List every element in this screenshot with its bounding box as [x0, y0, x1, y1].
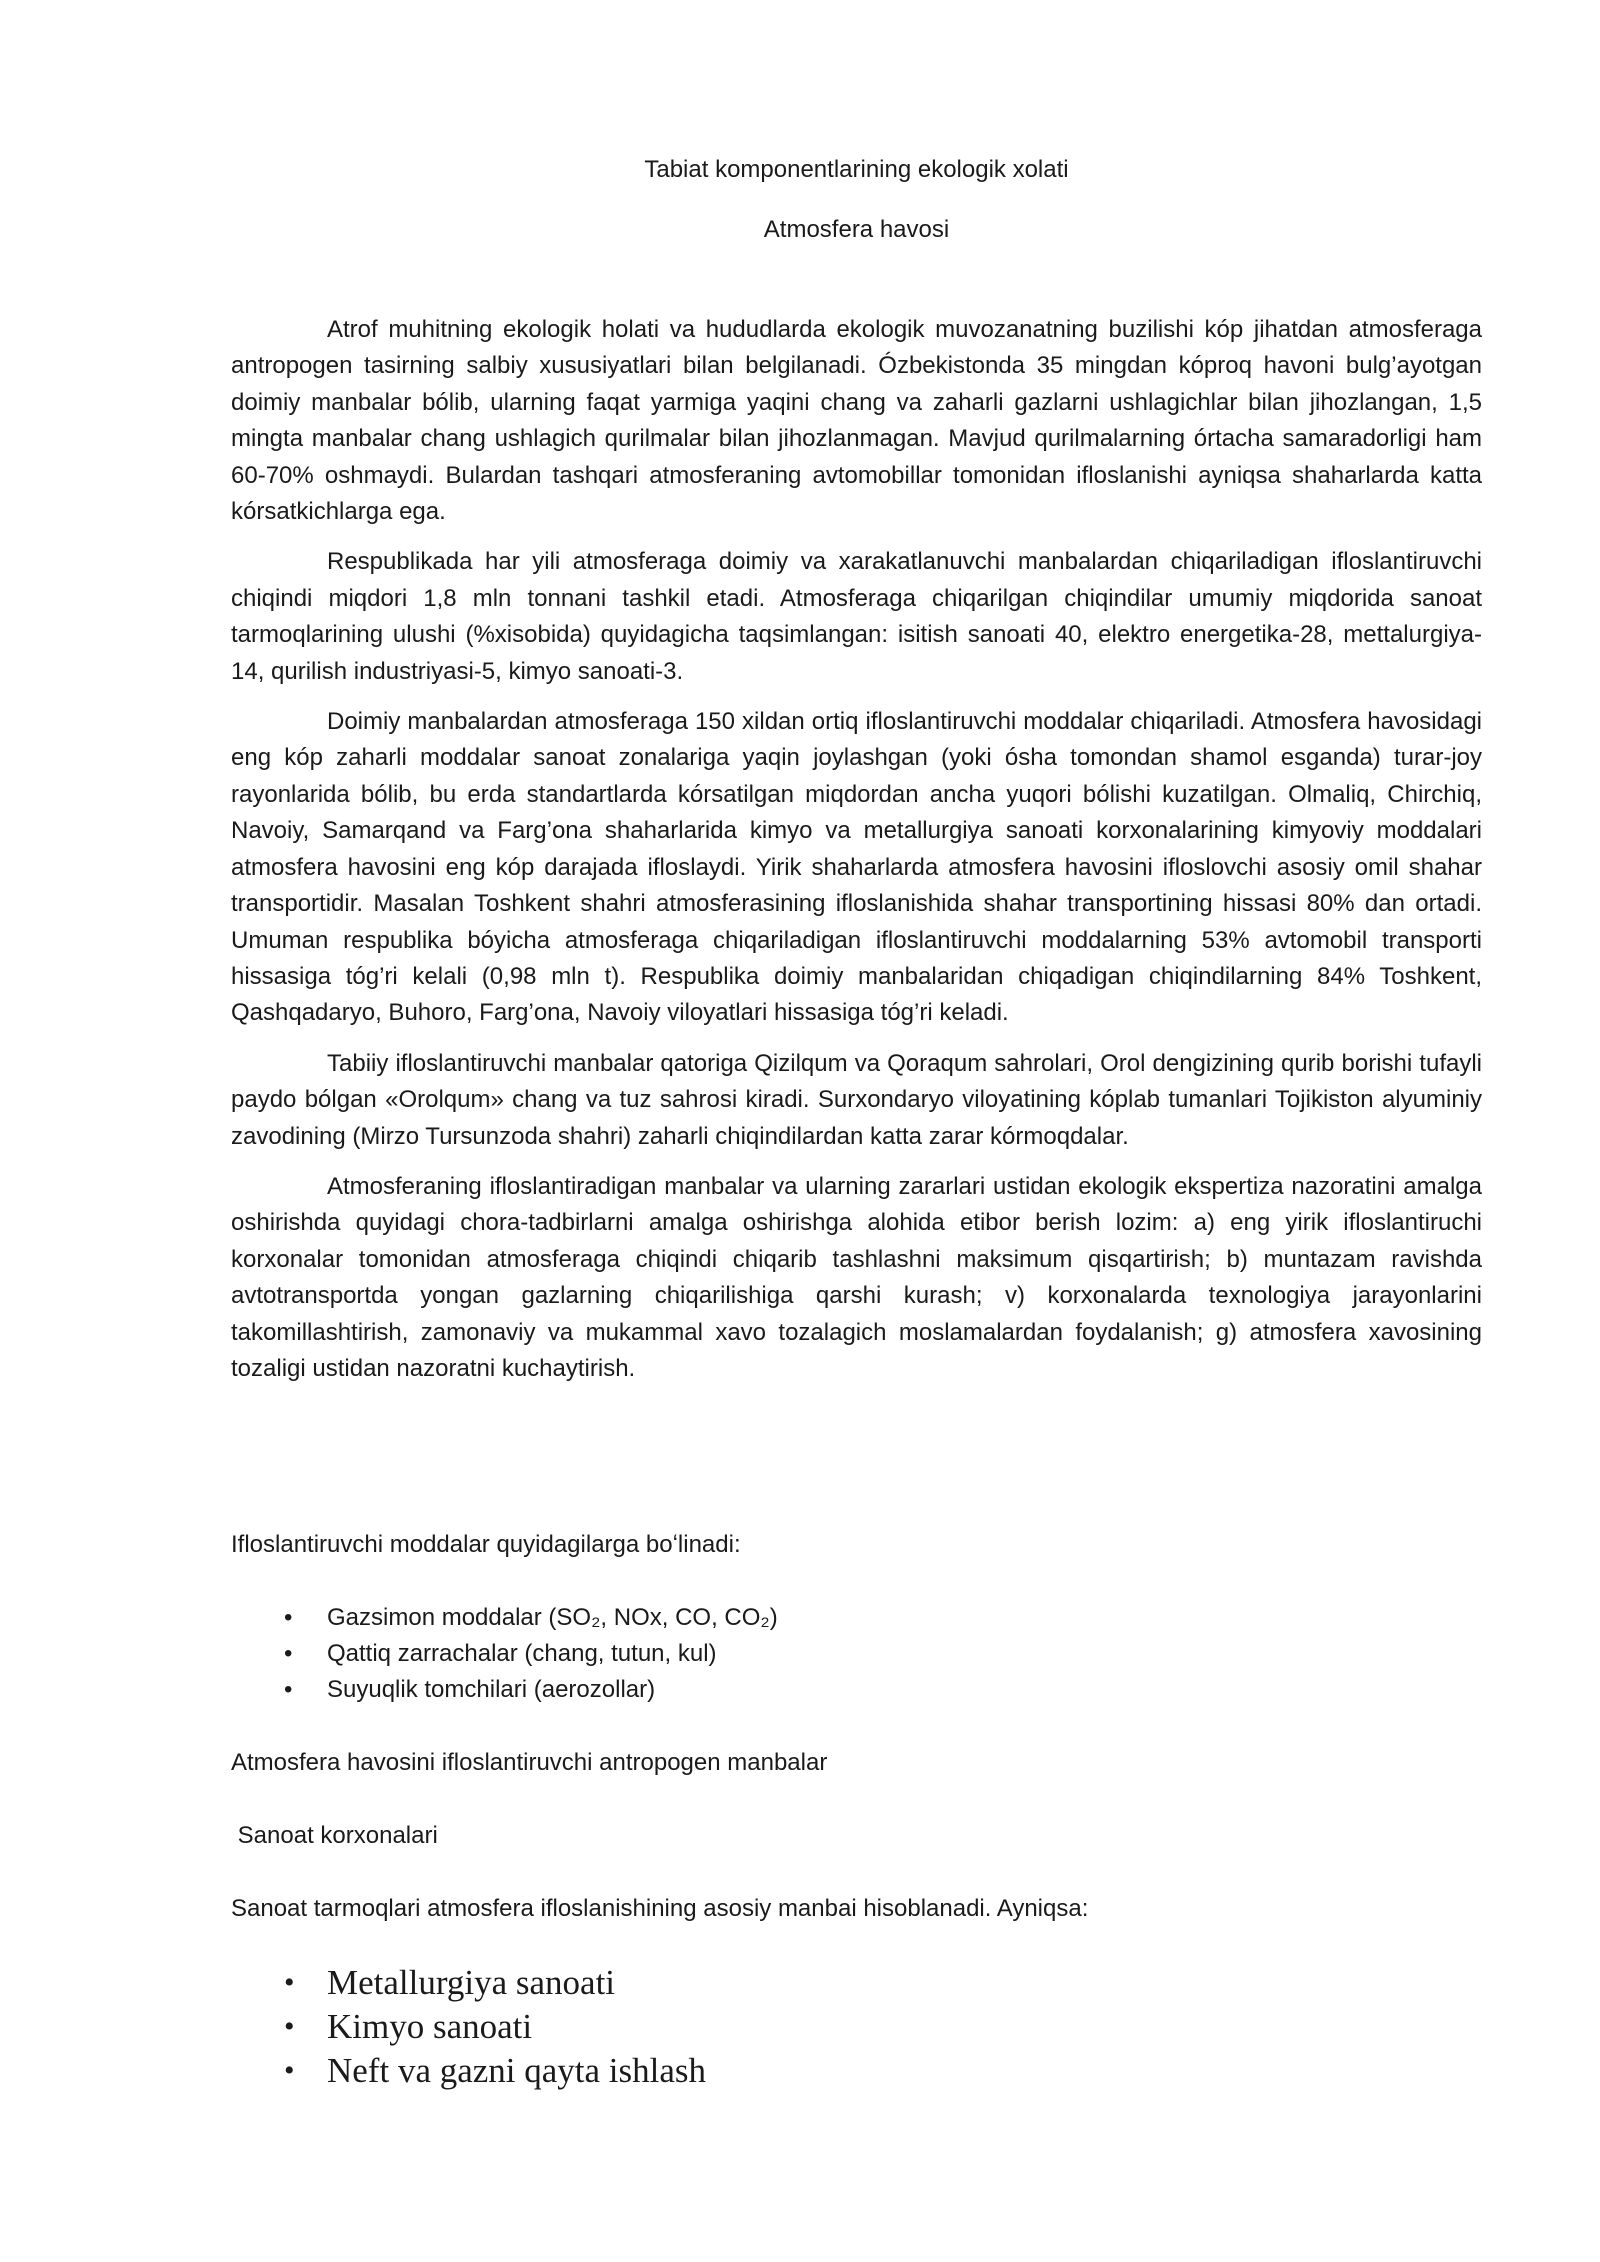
list-item-text: Kimyo sanoati	[327, 2007, 533, 2046]
paragraph: Respublikada har yili atmosferaga doimiy va xarakatlanuvchi manbalardan chiqariladigan ifloslantiruvchi chiqindi miqdori 1,8 mln tonnani tashkil etadi. Atmosferaga chiqarilgan chiqindilar umumiy miqdorida sanoat tarmoqlarining ulushi (%xisobida) quyidagicha taqsimlangan: isitish sanoati 40, elektro energetika-28, mettalurgiya-14, qurilish industriyasi-5, kimyo sanoati-3.	[231, 548, 1482, 685]
pollutants-list	[231, 1600, 778, 1708]
industry-heading: Sanoat korxonalari	[231, 1822, 438, 1849]
list-item	[231, 2005, 706, 2049]
list-item-text: Metallurgiya sanoati	[327, 1963, 616, 2002]
bullet-icon: •	[284, 2054, 295, 2087]
bullet-icon: •	[284, 2010, 295, 2043]
paragraph: Tabiiy ifloslantiruvchi manbalar qatoriga Qizilqum va Qoraqum sahrolari, Orol dengizining qurib borishi tufayli paydo bólgan «Orolqum» chang va tuz sahrosi kiradi. Surxondaryo viloyatining kóplab tumanlari Tojikiston alyuminiy zavodining (Mirzo Tursunzoda shahri) zaharli chiqindilardan katta zarar kórmoqdalar.	[231, 1049, 1482, 1150]
paragraph: Atmosferaning ifloslantiradigan manbalar va ularning zararlari ustidan ekologik ekspertiza nazoratini amalga oshirishda quyidagi chora-tadbirlarni amalga oshirishga alohida etibor berish lozim: a) eng yirik ifloslantiruchi korxonalar tomonidan atmosferaga chiqindi chiqarib tashlashni maksimum qisqartirish; b) muntazam ravishda avtotransportda yongan gazlarning chiqarilishiga qarshi kurash; v) korxonalarda texnologiya jarayonlarini takomillashtirish, zamonaviy va mukammal xavo tozalagich moslamalardan foydalanish; g) atmosfera xavosining tozaligi ustidan nazoratni kuchaytirish.	[231, 1172, 1482, 1382]
sources-heading: Atmosfera havosini ifloslantiruvchi antropogen manbalar	[231, 1749, 828, 1776]
bullet-icon: •	[284, 1676, 293, 1703]
paragraph: Atrof muhitning ekologik holati va hududlarda ekologik muvozanatning buzilishi kóp jihatdan atmosferaga antropogen tasirning salbiy xususiyatlari bilan belgilanadi. Ózbekistonda 35 mingdan kóproq havoni bulg’ayotgan doimiy manbalar bólib, ularning faqat yarmiga yaqini chang va zaharli gazlarni ushlagichlar bilan jihozlangan, 1,5 mingta manbalar chang ushlagich qurilmalar bilan jihozlanmagan. Mavjud qurilmalarning órtacha samaradorligi ham 60-70% oshmaydi. Bulardan tashqari atmosferaning avtomobillar tomonidan ifloslanishi ayniqsa shaharlarda katta kórsatkichlarga ega.	[231, 316, 1482, 526]
industries-list	[231, 1961, 706, 2093]
industry-text: Sanoat tarmoqlari atmosfera ifloslanishining asosiy manbai hisoblanadi. Ayniqsa:	[231, 1895, 1089, 1922]
document-title: Tabiat komponentlarining ekologik xolati	[644, 156, 1069, 183]
document-subtitle: Atmosfera havosi	[763, 216, 950, 243]
pollutants-heading: Ifloslantiruvchi moddalar quyidagilarga boʻlinadi:	[231, 1531, 741, 1558]
list-item-text: Neft va gazni qayta ishlash	[327, 2051, 707, 2090]
bullet-icon: •	[284, 1604, 293, 1631]
list-item-text: Qattiq zarrachalar (chang, tutun, kul)	[327, 1640, 717, 1667]
list-item	[231, 1961, 706, 2005]
list-item	[231, 1636, 778, 1672]
paragraph: Doimiy manbalardan atmosferaga 150 xildan ortiq ifloslantiruvchi moddalar chiqariladi. Atmosfera havosidagi eng kóp zaharli moddalar sanoat zonalariga yaqin joylashgan (yoki ósha tomondan shamol esganda) turar-joy rayonlarida bólib, bu erda standartlarda kórsatilgan miqdordan ancha yuqori bólishi kuzatilgan. Olmaliq, Chirchiq, Navoiy, Samarqand va Farg’ona shaharlarida kimyo va metallurgiya sanoati korxonalarining kimyoviy moddalari atmosfera havosini eng kóp darajada ifloslaydi. Yirik shaharlarda atmosfera havosini ifloslovchi asosiy omil shahar transportidir. Masalan Toshkent shahri atmosferasining ifloslanishida shahar transportining hissasi 80% dan ortadi. Umuman respublika bóyicha atmosferaga chiqariladigan ifloslantiruvchi moddalarning 53% avtomobil transporti hissasiga tóg’ri kelali (0,98 mln t). Respublika doimiy manbalaridan chiqadigan chiqindilarning 84% Toshkent, Qashqadaryo, Buhoro, Farg’ona, Navoiy viloyatlari hissasiga tóg’ri keladi.	[231, 708, 1482, 1027]
document-body	[231, 312, 1482, 1401]
list-item	[231, 2049, 706, 2093]
list-item	[231, 1600, 778, 1636]
bullet-icon: •	[284, 1966, 295, 1999]
list-item-text: Gazsimon moddalar (SO₂, NOx, CO, CO₂)	[327, 1604, 778, 1631]
bullet-icon: •	[284, 1640, 293, 1667]
list-item	[231, 1672, 778, 1708]
list-item-text: Suyuqlik tomchilari (aerozollar)	[327, 1676, 656, 1703]
